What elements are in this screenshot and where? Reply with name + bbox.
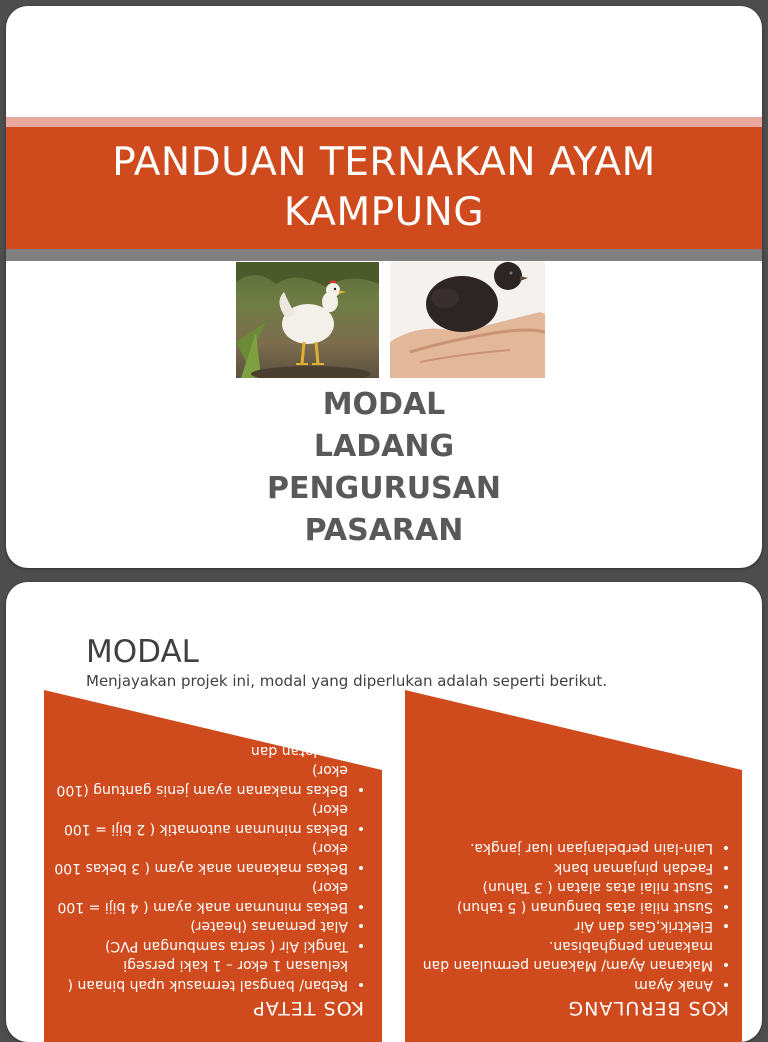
kos-tetap-list	[46, 741, 364, 995]
modal-slide	[6, 582, 762, 1042]
hen-photo	[236, 262, 379, 378]
kos-tetap-title: KOS TETAP	[252, 997, 364, 1019]
list-item: • Faedah pinjaman bank	[411, 858, 713, 878]
title-slide	[6, 6, 762, 568]
hen-illustration	[236, 262, 379, 378]
divider-stripe	[6, 249, 762, 261]
slide-heading: MODAL	[86, 634, 199, 670]
list-item: • Peralatan dan	[46, 741, 348, 761]
list-item: • Elektrik,Gas dan Air	[411, 916, 713, 936]
kos-berulang-list	[411, 838, 729, 994]
kos-berulang-title: KOS BERULANG	[567, 997, 729, 1019]
topic-modal: MODAL	[322, 387, 446, 422]
kos-berulang-text	[411, 732, 729, 1020]
topic-pengurusan: PENGURUSAN	[267, 471, 501, 506]
title-line-2: KAMPUNG	[283, 190, 485, 235]
list-item: • Susut nilai atas alatan ( 3 Tahun)	[411, 877, 713, 897]
list-item: • Bekas makanan ayam jenis gantung (100 ekor)	[46, 760, 348, 799]
list-item: • Anak Ayam	[411, 975, 713, 995]
slide-title	[6, 138, 762, 238]
topic-list	[6, 384, 762, 552]
topic-pasaran: PASARAN	[304, 513, 464, 548]
accent-stripe	[6, 117, 762, 127]
list-item: • Bekas makanan anak ayam ( 3 bekas 100 ekor)	[46, 838, 348, 877]
list-item: • Alat pemanas (heater)	[46, 916, 348, 936]
list-item: • Susut nilai atas bangunan ( 5 tahun)	[411, 897, 713, 917]
chick-illustration	[390, 262, 545, 378]
kos-tetap-text	[46, 700, 364, 1020]
topic-ladang: LADANG	[313, 429, 455, 464]
list-item: • Reban/ bangsal termasuk upah binaan ( keluasan 1 ekor – 1 kaki persegi	[46, 955, 348, 994]
list-item: • Makanan Ayam/ Makanan permulaan dan makanan penghabisan.	[411, 936, 713, 975]
list-item: • Bekas minuman anak ayam ( 4 biji = 100 ekor)	[46, 877, 348, 916]
list-item: • Lain-lain perbelanjaan luar jangka.	[411, 838, 713, 858]
chick-photo	[390, 262, 545, 378]
slide-subtitle: Menjayakan projek ini, modal yang diperlukan adalah seperti berikut.	[86, 672, 608, 690]
title-line-1: PANDUAN TERNAKAN AYAM	[112, 140, 656, 185]
list-item: • Tangki Air ( serta sambungan PVC)	[46, 936, 348, 956]
list-item: • Bekas minuman automatik ( 2 biji = 100 ekor)	[46, 799, 348, 838]
